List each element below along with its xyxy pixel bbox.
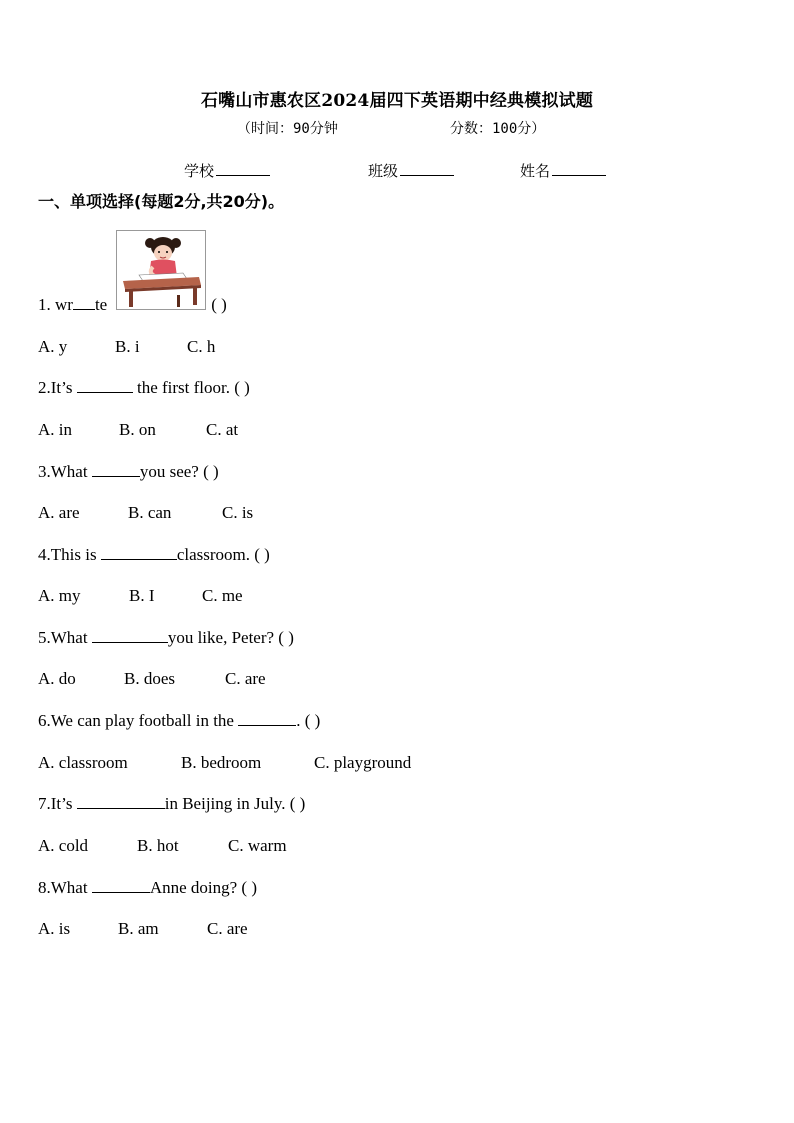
question-text: 4.This is: [38, 545, 101, 564]
option-b[interactable]: B. i: [115, 337, 140, 356]
name-blank[interactable]: [552, 161, 606, 176]
option-a[interactable]: A. cold: [38, 836, 89, 855]
question-text: 3.What: [38, 462, 92, 481]
option-a[interactable]: A. classroom: [38, 753, 128, 772]
option-c[interactable]: C. me: [202, 586, 243, 605]
option-c[interactable]: C. is: [222, 503, 254, 522]
question-text: .: [296, 711, 305, 730]
answer-blank[interactable]: [77, 378, 133, 393]
option-b[interactable]: B. am: [118, 919, 159, 938]
answer-parentheses[interactable]: ( ): [289, 794, 306, 813]
option-b[interactable]: B. can: [128, 503, 172, 522]
option-c[interactable]: C. at: [206, 420, 239, 439]
question-6: [38, 711, 320, 731]
question-4: [38, 545, 270, 565]
class-label: 班级: [368, 162, 399, 180]
question-text: you like, Peter?: [167, 628, 279, 647]
option-b[interactable]: B. I: [129, 586, 155, 605]
option-c[interactable]: C. are: [207, 919, 248, 938]
answer-blank[interactable]: [73, 295, 95, 310]
answer-blank[interactable]: [77, 794, 165, 809]
option-c[interactable]: C. h: [187, 337, 216, 356]
answer-parentheses[interactable]: ( ): [211, 295, 227, 314]
question-text: te: [94, 295, 108, 314]
question-text: in Beijing in July.: [164, 794, 290, 813]
exam-score: 分数：100分）: [450, 121, 546, 137]
answer-blank[interactable]: [92, 462, 140, 477]
question-text: 2.It’s: [38, 378, 77, 397]
answer-blank[interactable]: [101, 545, 177, 560]
option-a[interactable]: A. are: [38, 503, 80, 522]
question-text: classroom.: [176, 545, 255, 564]
name-field: [520, 160, 606, 181]
question-3: [38, 462, 219, 482]
question-text: the first floor.: [132, 378, 235, 397]
answer-parentheses[interactable]: ( ): [278, 628, 294, 647]
answer-blank[interactable]: [92, 628, 168, 643]
question-text: 5.What: [38, 628, 92, 647]
question-text: you see?: [139, 462, 204, 481]
answer-blank[interactable]: [92, 878, 150, 893]
question-2: [38, 378, 250, 398]
section-heading: 一、单项选择(每题2分,共20分)。: [38, 192, 285, 211]
question-text: 8.What: [38, 878, 92, 897]
answer-parentheses[interactable]: ( ): [241, 878, 257, 897]
option-c[interactable]: C. are: [225, 669, 266, 688]
question-text: 7.It’s: [38, 794, 77, 813]
question-1: [38, 295, 227, 315]
question-8: [38, 878, 257, 898]
class-field: [368, 160, 454, 181]
option-a[interactable]: A. y: [38, 337, 68, 356]
school-blank[interactable]: [216, 161, 270, 176]
answer-parentheses[interactable]: ( ): [203, 462, 219, 481]
option-b[interactable]: B. bedroom: [181, 753, 262, 772]
option-a[interactable]: A. is: [38, 919, 71, 938]
question-text: 6.We can play football in the: [38, 711, 239, 730]
class-blank[interactable]: [400, 161, 454, 176]
exam-time: （时间：90分钟: [237, 121, 338, 137]
option-a[interactable]: A. do: [38, 669, 76, 688]
name-label: 姓名: [520, 162, 551, 180]
question-text: 1. wr: [38, 295, 73, 314]
answer-blank[interactable]: [238, 711, 296, 726]
option-c[interactable]: C. playground: [314, 753, 412, 772]
question-7: [38, 794, 305, 814]
answer-parentheses[interactable]: ( ): [234, 378, 250, 397]
option-a[interactable]: A. in: [38, 420, 72, 439]
answer-parentheses[interactable]: ( ): [304, 711, 321, 730]
option-b[interactable]: B. hot: [137, 836, 179, 855]
option-c[interactable]: C. warm: [228, 836, 287, 855]
question-text: Anne doing?: [149, 878, 242, 897]
option-a[interactable]: A. my: [38, 586, 81, 605]
option-b[interactable]: B. on: [119, 420, 156, 439]
page-title: 石嘴山市惠农区2024届四下英语期中经典模拟试题: [200, 91, 594, 111]
option-b[interactable]: B. does: [124, 669, 175, 688]
school-label: 学校: [184, 162, 215, 180]
question-5: [38, 628, 294, 648]
school-field: [184, 160, 270, 181]
answer-parentheses[interactable]: ( ): [254, 545, 270, 564]
